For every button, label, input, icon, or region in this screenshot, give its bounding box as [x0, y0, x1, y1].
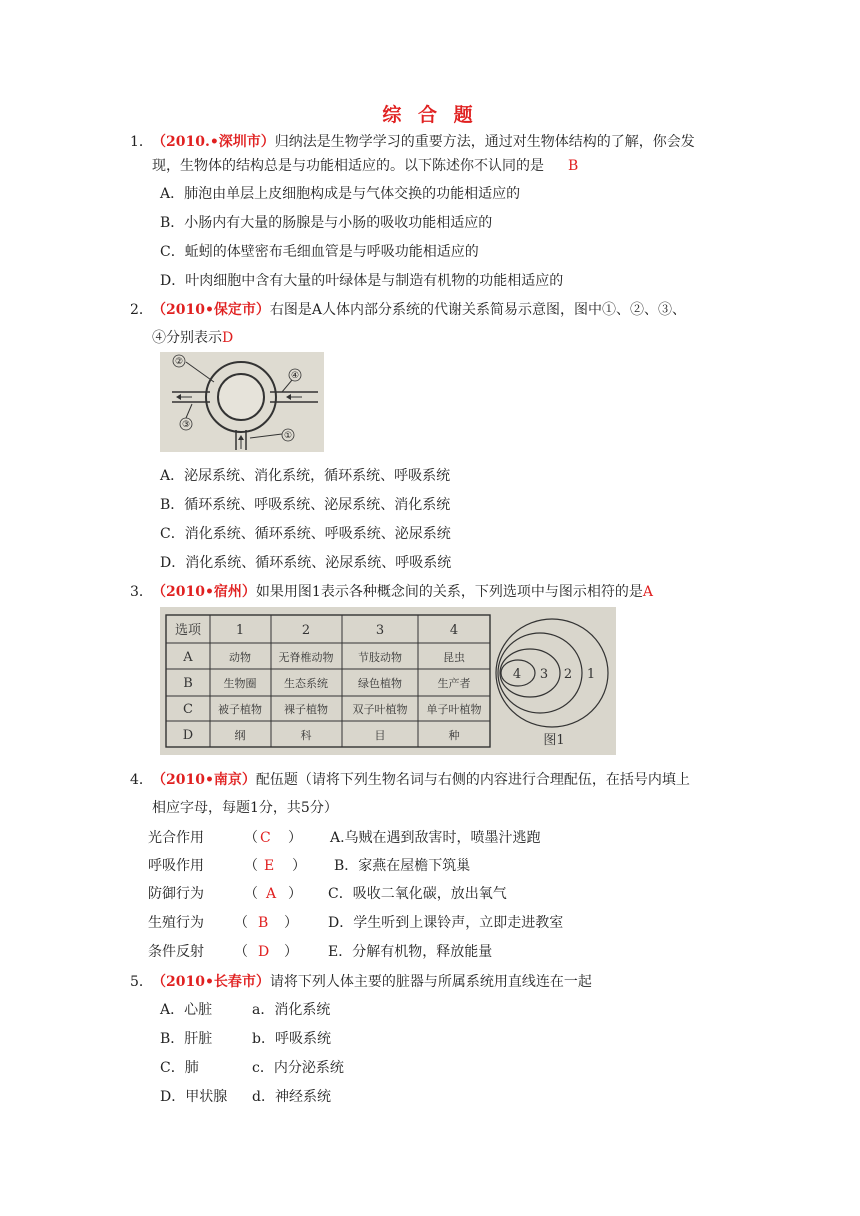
organ: D．甲状腺 [160, 1089, 228, 1105]
figure-label: ③ [181, 420, 191, 430]
table-cell: 被子植物 [218, 703, 262, 716]
figure-caption: 图1 [543, 733, 565, 748]
table-cell: 昆虫 [443, 651, 465, 664]
table-cell: 动物 [229, 651, 251, 664]
table-cell: 纲 [234, 729, 246, 742]
option: B．小肠内有大量的肠腺是与小肠的吸收功能相适应的 [160, 215, 493, 231]
question-source: （2010•长春市） [152, 974, 270, 990]
table-cell: 目 [374, 729, 386, 742]
match-row [160, 1087, 560, 1107]
bracket: ） [292, 858, 306, 874]
circle-label: 3 [539, 667, 549, 682]
match-row [160, 1029, 560, 1049]
option: D．消化系统、循环系统、泌尿系统、呼吸系统 [160, 555, 452, 571]
match-row [160, 1058, 560, 1078]
match-row [160, 1000, 560, 1020]
system: c．内分泌系统 [252, 1060, 344, 1076]
bracket: ） [288, 886, 302, 902]
answer: A [642, 584, 653, 600]
bracket: ） [288, 830, 302, 846]
table-cell: C [183, 702, 193, 717]
question-number: 4． [130, 772, 153, 788]
match-row [148, 884, 748, 904]
bracket: ） [284, 944, 298, 960]
table-header: 3 [375, 623, 385, 638]
system: d．神经系统 [252, 1089, 331, 1105]
figure-label: ① [283, 431, 293, 441]
table-cell: 双子叶植物 [352, 703, 408, 716]
table-cell: 裸子植物 [284, 703, 328, 716]
answer: B [568, 158, 579, 174]
table-cell: B [183, 676, 193, 691]
question-2-line-2 [152, 328, 233, 348]
table-cell: 绿色植物 [358, 677, 402, 690]
question-text: 如果用图1表示各种概念间的关系，下列选项中与图示相符的是 [255, 584, 643, 600]
option: A．肺泡由单层上皮细胞构成是与气体交换的功能相适应的 [160, 186, 521, 202]
table-header: 选项 [174, 623, 202, 638]
match-row [148, 828, 748, 848]
answer: D [258, 944, 270, 960]
concept-figure [160, 607, 616, 755]
description: D．学生听到上课铃声，立即走进教室 [328, 915, 564, 931]
organ: C．肺 [160, 1060, 199, 1076]
circle-label: 1 [586, 667, 596, 682]
circle-label: 4 [512, 667, 522, 682]
description: C．吸收二氧化碳，放出氧气 [328, 886, 507, 902]
term: 条件反射 [148, 944, 204, 960]
table-cell: D [182, 728, 194, 743]
question-source: （2010•南京） [152, 772, 256, 788]
question-number: 5． [130, 974, 153, 990]
term: 生殖行为 [148, 915, 204, 931]
table-cell: 生态系统 [284, 677, 328, 690]
bracket: （ [234, 915, 248, 931]
metabolism-diagram [160, 352, 324, 452]
question-number: 1． [130, 134, 153, 150]
figure-label: ④ [290, 371, 300, 381]
table-cell: 种 [448, 729, 460, 742]
page-title: 综 合 题 [382, 104, 478, 126]
question-source: （2010.•深圳市） [152, 134, 275, 150]
system: a．消化系统 [252, 1002, 331, 1018]
table-cell: 节肢动物 [358, 651, 402, 664]
question-2-line-1 [130, 300, 686, 320]
term: 防御行为 [148, 886, 204, 902]
circle-label: 2 [563, 667, 573, 682]
term: 呼吸作用 [148, 858, 204, 874]
question-1-line-2 [152, 156, 578, 176]
system: b．呼吸系统 [252, 1031, 331, 1047]
answer: E [264, 858, 275, 874]
question-text: 现，生物体的结构总是与功能相适应的。以下陈述你不认同的是 [152, 158, 544, 174]
answer: D [222, 330, 234, 346]
table-cell: 科 [300, 729, 312, 742]
bracket: （ [244, 858, 258, 874]
term: 光合作用 [148, 830, 204, 846]
question-number: 2． [130, 302, 153, 318]
match-row [148, 942, 748, 962]
match-row [148, 913, 748, 933]
organ: A．心脏 [160, 1002, 213, 1018]
option: D．叶肉细胞中含有大量的叶绿体是与制造有机物的功能相适应的 [160, 273, 564, 289]
question-5-line-1 [130, 972, 592, 992]
option: C．消化系统、循环系统、呼吸系统、泌尿系统 [160, 526, 451, 542]
question-source: （2010•保定市） [152, 302, 270, 318]
table-header: 1 [235, 623, 245, 638]
option: C．蚯蚓的体壁密布毛细血管是与呼吸功能相适应的 [160, 244, 479, 260]
bracket: ） [284, 915, 298, 931]
question-text: 请将下列人体主要的脏器与所属系统用直线连在一起 [269, 974, 592, 990]
question-text: 配伍题（请将下列生物名词与右侧的内容进行合理配伍，在括号内填上 [255, 772, 690, 788]
table-cell: 生物圈 [223, 677, 257, 690]
concept-figure-svg [160, 607, 616, 755]
match-row [148, 856, 748, 876]
question-4-line-2 [152, 798, 338, 818]
table-header: 4 [449, 623, 459, 638]
question-text: 右图是A人体内部分系统的代谢关系简易示意图，图中①、②、③、 [269, 302, 687, 318]
description: A.乌贼在遇到敌害时，喷墨汁逃跑 [330, 830, 541, 846]
question-text: 归纳法是生物学学习的重要方法，通过对生物体结构的了解，你会发 [274, 134, 695, 150]
bracket: （ [244, 886, 258, 902]
question-number: 3． [130, 584, 153, 600]
question-text: ④分别表示 [152, 330, 222, 346]
answer: B [258, 915, 269, 931]
table-cell: 单子叶植物 [426, 703, 482, 716]
question-text: 相应字母，每题1分，共5分） [152, 800, 338, 816]
table-cell: A [183, 650, 193, 665]
answer: C [260, 830, 271, 846]
description: B．家燕在屋檐下筑巢 [334, 858, 471, 874]
question-1-line-1 [130, 132, 695, 152]
metabolism-diagram-svg [160, 352, 324, 452]
question-source: （2010•宿州） [152, 584, 256, 600]
question-4-line-1 [130, 770, 690, 790]
organ: B．肝脏 [160, 1031, 213, 1047]
bracket: （ [244, 830, 258, 846]
question-3-line-1 [130, 582, 653, 602]
table-cell: 无脊椎动物 [278, 651, 334, 664]
table-header: 2 [301, 623, 311, 638]
option: A．泌尿系统、消化系统，循环系统、呼吸系统 [160, 468, 451, 484]
option: B．循环系统、呼吸系统、泌尿系统、消化系统 [160, 497, 451, 513]
answer: A [266, 886, 277, 902]
table-cell: 生产者 [437, 677, 471, 690]
bracket: （ [234, 944, 248, 960]
figure-label: ② [174, 357, 184, 367]
description: E．分解有机物，释放能量 [328, 944, 493, 960]
